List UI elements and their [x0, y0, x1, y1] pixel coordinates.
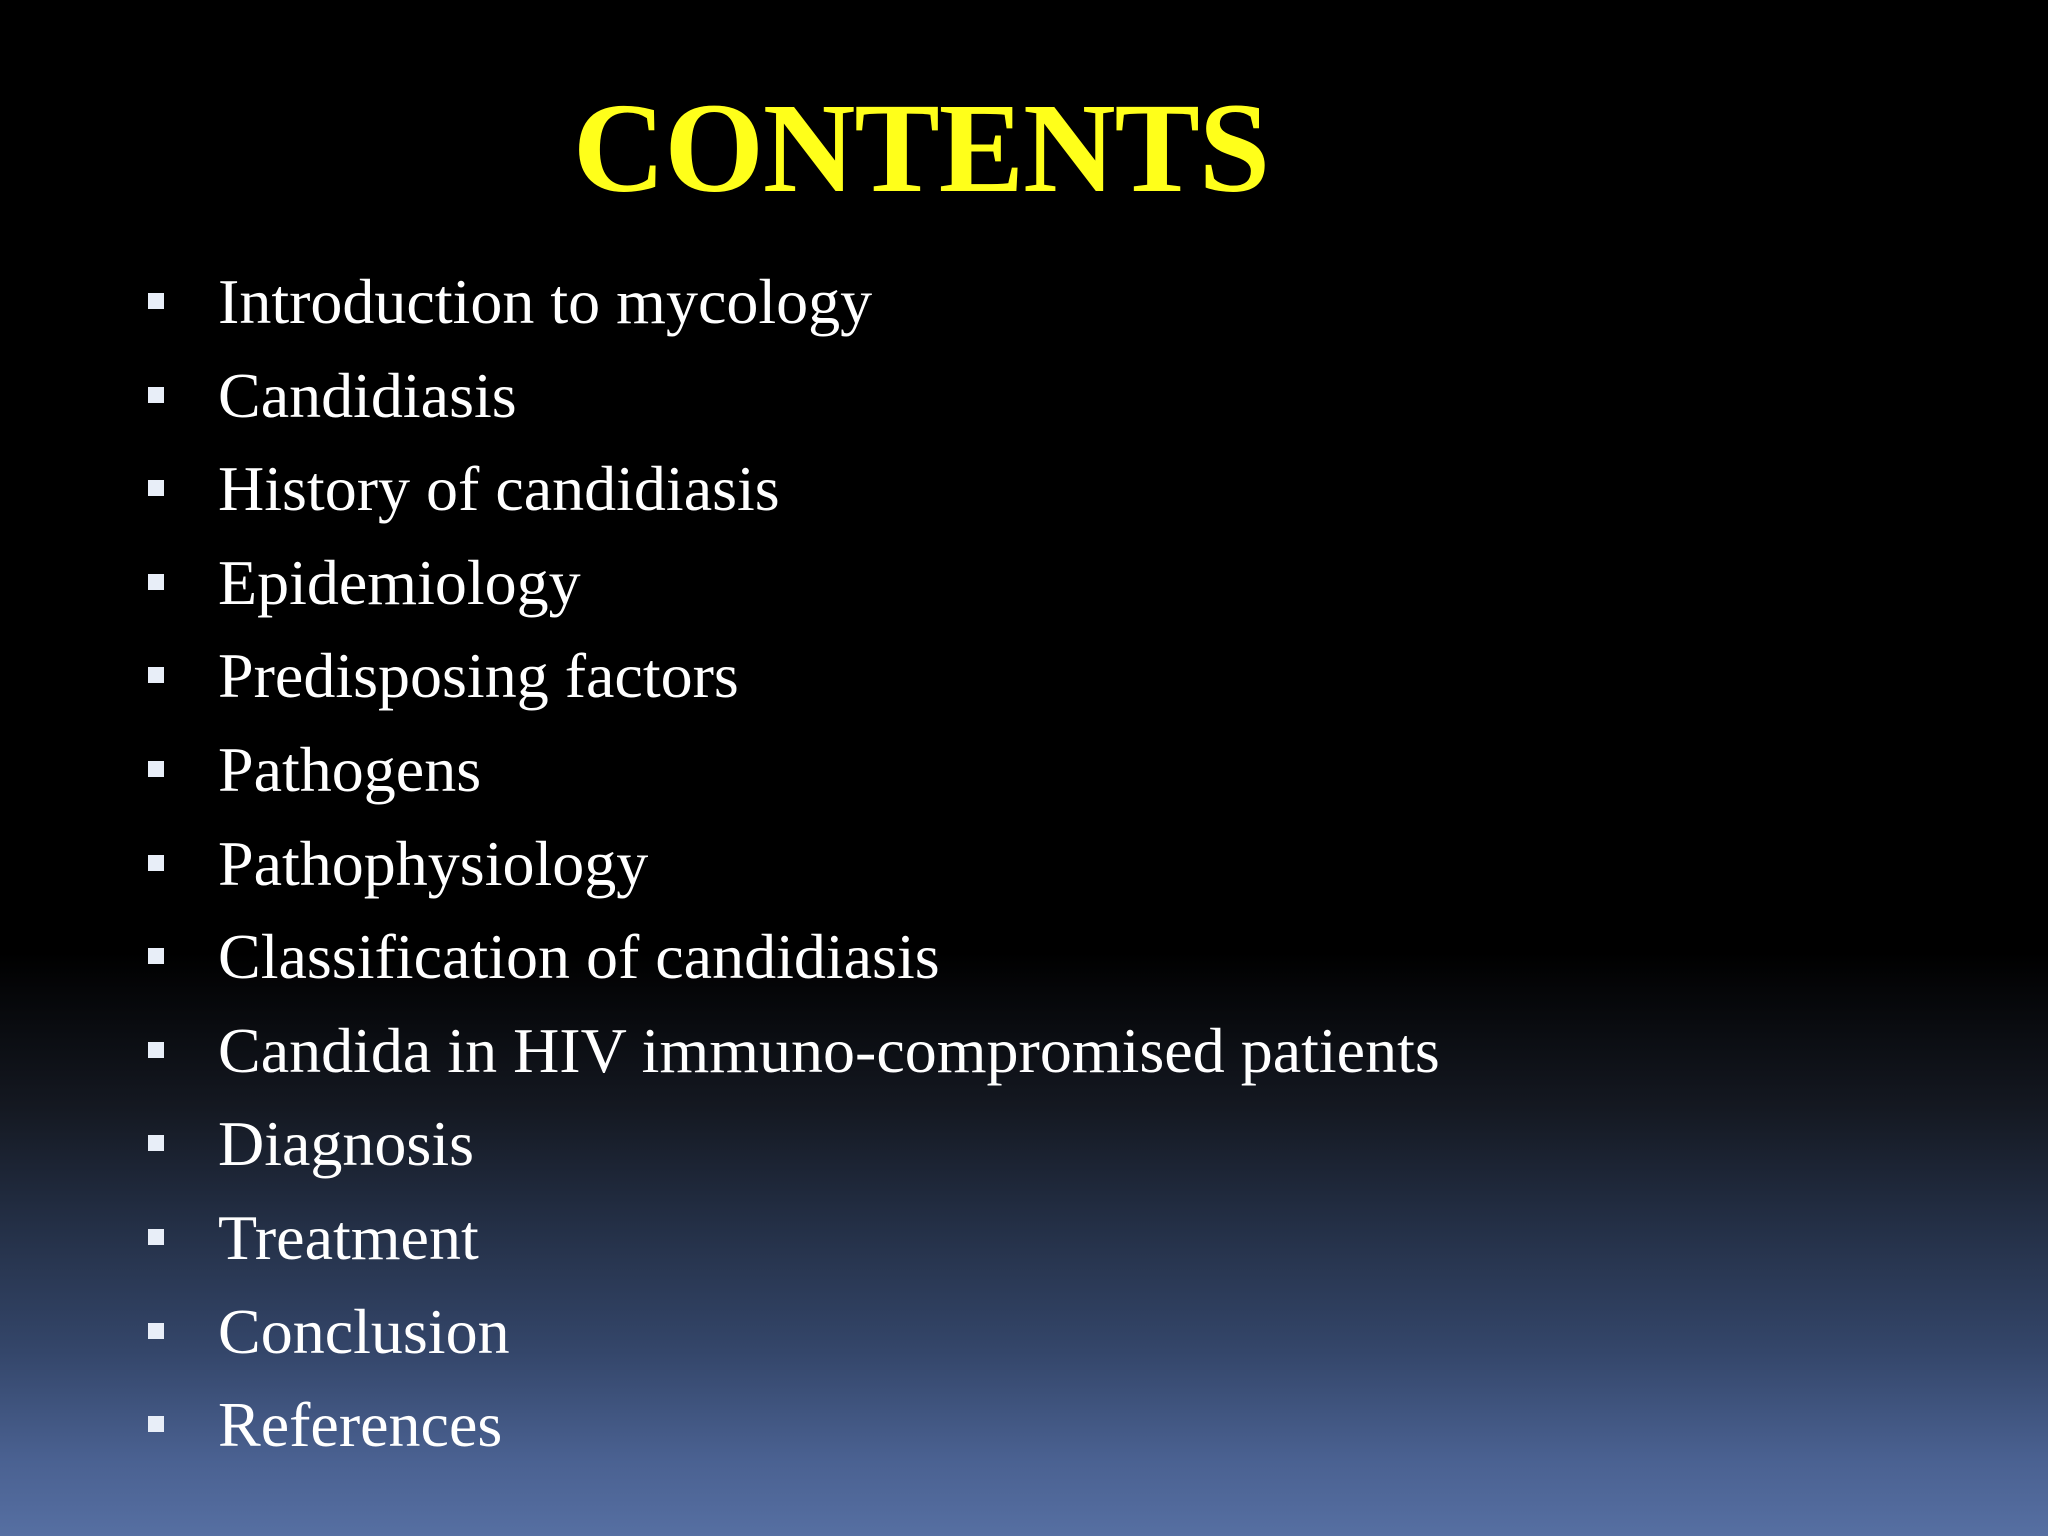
square-bullet-icon: [148, 1135, 164, 1151]
list-item-label: Candida in HIV immuno-compromised patients: [218, 1014, 1440, 1086]
square-bullet-icon: [148, 1323, 164, 1339]
square-bullet-icon: [148, 574, 164, 590]
list-item-label: Classification of candidiasis: [218, 921, 940, 993]
list-item-label: References: [218, 1389, 503, 1461]
square-bullet-icon: [148, 948, 164, 964]
list-item-label: Conclusion: [218, 1295, 510, 1367]
list-item-label: Treatment: [218, 1201, 479, 1273]
square-bullet-icon: [148, 293, 164, 309]
list-item-label: Pathophysiology: [218, 827, 649, 899]
list-item-label: Candidiasis: [218, 359, 517, 431]
slide-title: CONTENTS: [572, 77, 1270, 219]
square-bullet-icon: [148, 761, 164, 777]
square-bullet-icon: [148, 1229, 164, 1245]
square-bullet-icon: [148, 667, 164, 683]
square-bullet-icon: [148, 855, 164, 871]
list-item-label: Introduction to mycology: [218, 266, 873, 337]
square-bullet-icon: [148, 1042, 164, 1058]
square-bullet-icon: [148, 1416, 164, 1432]
square-bullet-icon: [148, 387, 164, 403]
square-bullet-icon: [148, 480, 164, 496]
list-item-label: Predisposing factors: [218, 640, 739, 712]
list-item-label: History of candidiasis: [218, 453, 780, 525]
list-item-label: Diagnosis: [218, 1108, 474, 1180]
list-item-label: Epidemiology: [218, 546, 581, 618]
list-item-label: Pathogens: [218, 733, 482, 805]
